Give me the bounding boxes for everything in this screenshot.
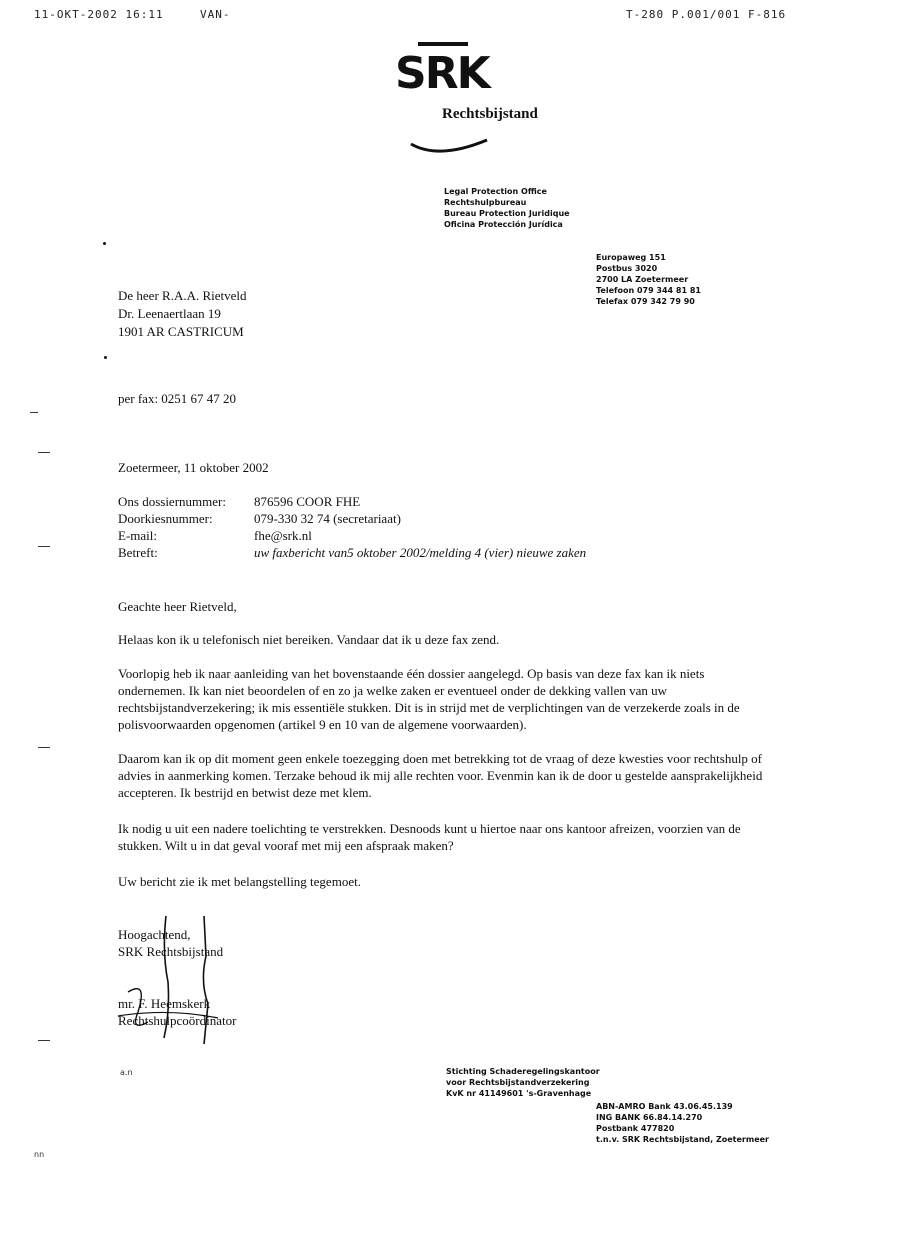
date-line: Zoetermeer, 11 oktober 2002	[118, 460, 269, 475]
office-line: Rechtshulpbureau	[444, 198, 527, 207]
fax-header-sender: VAN-	[200, 8, 231, 21]
logo-letters: SRK	[395, 48, 489, 99]
salutation: Geachte heer Rietveld,	[118, 599, 237, 614]
body-paragraph: Daarom kan ik op dit moment geen enkele toezegging doen met betrekking tot de vraag of deze kwesties voor rechtshulp of advies in aanmerking komen. Terzake behoud ik mij alle rechten voor. Evenmin kan ik de door u gestelde aansprakelijkheid accepteren. Ik bestrijd en betwist deze met klem.	[118, 751, 763, 800]
reference-block	[118, 493, 586, 561]
margin-note: nn	[34, 1150, 45, 1159]
punch-mark	[104, 356, 107, 359]
signature-icon	[108, 912, 228, 1052]
logo-bar	[418, 42, 468, 46]
reference-value: fhe@srk.nl	[254, 528, 312, 543]
reference-value: 876596 COOR FHE	[254, 494, 361, 509]
recipient-city: 1901 AR CASTRICUM	[118, 324, 244, 339]
address-line: 2700 LA Zoetermeer	[596, 275, 689, 284]
footer-line: ING BANK 66.84.14.270	[596, 1113, 703, 1122]
signatory-name: mr. F. Heemskerk	[118, 996, 211, 1011]
fax-number-line: per fax: 0251 67 47 20	[118, 391, 237, 406]
margin-note: a.n	[120, 1068, 133, 1077]
punch-mark	[103, 242, 106, 245]
closing-company: SRK Rechtsbijstand	[118, 944, 224, 959]
margin-tick	[30, 412, 38, 413]
closing-greeting: Hoogachtend,	[118, 927, 191, 942]
margin-tick	[38, 1040, 50, 1041]
address-line: Postbus 3020	[596, 264, 658, 273]
logo-subtitle: Rechtsbijstand	[442, 106, 538, 122]
margin-tick	[38, 747, 50, 748]
footer-bank-details	[596, 1101, 769, 1145]
recipient-block	[118, 287, 247, 341]
margin-tick	[38, 452, 50, 453]
footer-line: Stichting Schaderegelingskantoor	[446, 1067, 600, 1076]
footer-line: KvK nr 41149601 's-Gravenhage	[446, 1089, 592, 1098]
reference-label: Ons dossiernummer:	[118, 494, 226, 509]
reference-row	[118, 510, 586, 527]
reference-row	[118, 493, 586, 510]
fax-header-page-info: T-280 P.001/001 F-816	[626, 8, 787, 21]
margin-tick	[38, 546, 50, 547]
reference-value: 079-330 32 74 (secretariaat)	[254, 511, 401, 526]
recipient-street: Dr. Leenaertlaan 19	[118, 306, 221, 321]
reference-label: Betreft:	[118, 545, 158, 560]
address-line: Europaweg 151	[596, 253, 666, 262]
reference-label: E-mail:	[118, 528, 157, 543]
footer-line: t.n.v. SRK Rechtsbijstand, Zoetermeer	[596, 1135, 769, 1144]
company-address	[596, 252, 701, 307]
fax-header-timestamp: 11-OKT-2002 16:11	[34, 8, 164, 21]
footer-foundation	[446, 1066, 600, 1099]
office-lines	[444, 186, 570, 230]
body-paragraph: Helaas kon ik u telefonisch niet bereiken. Vandaar dat ik u deze fax zend.	[118, 632, 500, 647]
address-line: Telefax 079 342 79 90	[596, 297, 695, 306]
srk-logo	[395, 40, 565, 170]
reference-label: Doorkiesnummer:	[118, 511, 213, 526]
footer-line: Postbank 477820	[596, 1124, 675, 1133]
footer-line: voor Rechtsbijstandverzekering	[446, 1078, 590, 1087]
reference-row	[118, 544, 586, 561]
body-paragraph: Voorlopig heb ik naar aanleiding van het bovenstaande één dossier aangelegd. Op basis van deze fax kan ik niets ondernemen. Ik kan niet beoordelen of en zo ja welke zaken er eventueel onder de dekking vallen van uw rechtsbijstandverzekering; ik mis essentiële stukken. Dit is in strijd met de verplichtingen van de verzekerde zoals in de polisvoorwaarden opgenomen (artikel 9 en 10 van de algemene voorwaarden).	[118, 666, 740, 732]
footer-line: ABN-AMRO Bank 43.06.45.139	[596, 1102, 733, 1111]
reference-row	[118, 527, 586, 544]
recipient-name: De heer R.A.A. Rietveld	[118, 288, 247, 303]
reference-value: uw faxbericht van5 oktober 2002/melding 4 (vier) nieuwe zaken	[254, 545, 587, 560]
signatory-title: Rechtshulpcoördinator	[118, 1013, 237, 1028]
logo-swoosh-icon	[409, 136, 489, 162]
office-line: Bureau Protection Juridique	[444, 209, 570, 218]
body-paragraph: Ik nodig u uit een nadere toelichting te verstrekken. Desnoods kunt u hiertoe naar ons kantoor afreizen, voorzien van de stukken. Wilt u in dat geval vooraf met mij een afspraak maken?	[118, 821, 741, 853]
office-line: Oficina Protección Jurídica	[444, 220, 563, 229]
office-line: Legal Protection Office	[444, 187, 547, 196]
body-paragraph: Uw bericht zie ik met belangstelling tegemoet.	[118, 874, 361, 889]
address-line: Telefoon 079 344 81 81	[596, 286, 701, 295]
